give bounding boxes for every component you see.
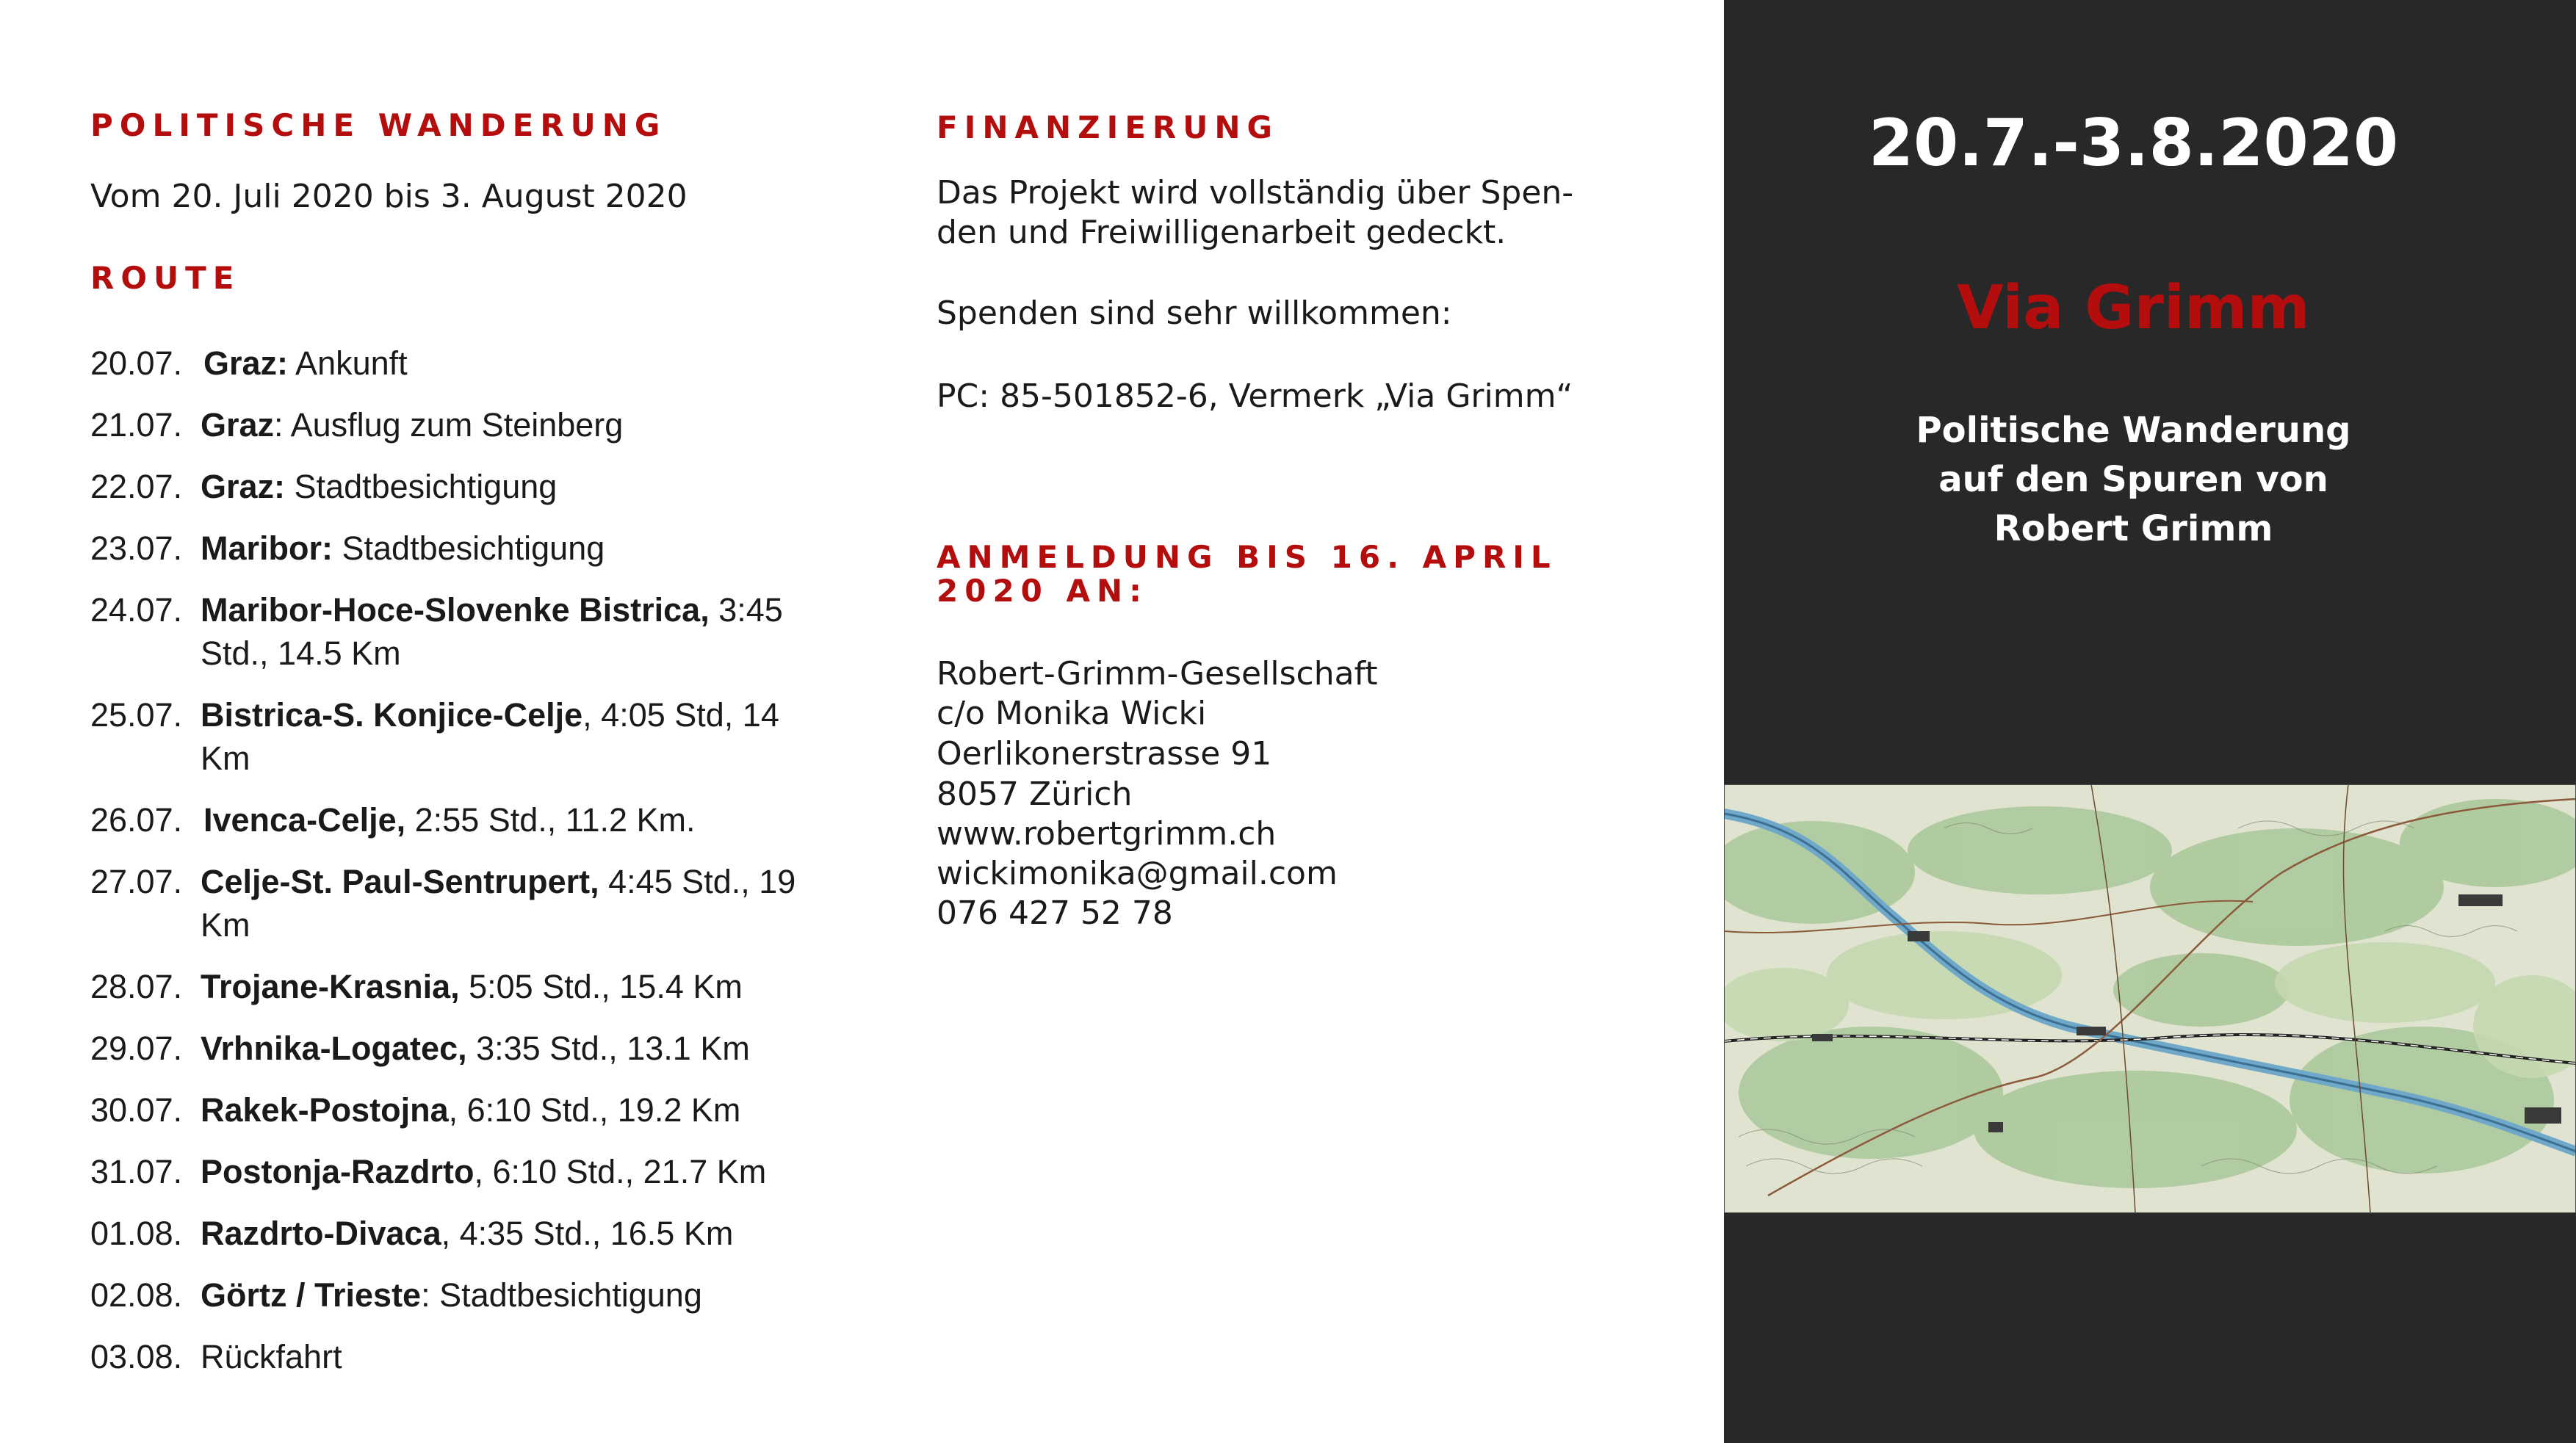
route-date: 01.08.: [90, 1215, 183, 1252]
anmeldung-heading-line-2: 2020 AN:: [937, 573, 1148, 609]
route-item: [90, 403, 825, 446]
route-description: [201, 1088, 803, 1132]
route-place: Görtz / Trieste: [201, 1276, 422, 1314]
route-place: Vrhnika-Logatec,: [201, 1030, 467, 1067]
route-item: [90, 860, 825, 947]
route-date: 27.07.: [90, 863, 183, 900]
route-date: 21.07.: [90, 406, 183, 444]
route-date: 24.07.: [90, 591, 183, 629]
route-date: 25.07.: [90, 696, 183, 734]
route-place: Graz:: [203, 344, 289, 382]
address-line: 8057 Zürich: [937, 775, 1133, 813]
route-place: Graz: [201, 406, 275, 444]
route-description: [201, 527, 803, 570]
route-details: Stadtbesichtigung: [333, 529, 605, 567]
route-item: [90, 798, 825, 842]
route-description: [201, 1212, 803, 1255]
finanzierung-heading: FINANZIERUNG: [937, 109, 1279, 145]
route-details: 5:05 Std., 15.4 Km: [459, 968, 743, 1005]
historic-map-image: [1724, 784, 2576, 1213]
panel-date: 20.7.-3.8.2020: [1868, 105, 2399, 181]
route-description: [201, 1150, 803, 1193]
route-item: [90, 588, 825, 675]
route-place: Bistrica-S. Konjice-Celje: [201, 696, 583, 734]
route-item: [90, 1335, 825, 1378]
route-item: [90, 965, 825, 1008]
route-details: , 4:35 Std., 16.5 Km: [441, 1215, 734, 1252]
address-line: c/o Monika Wicki: [937, 695, 1207, 732]
panel-subtitle-line-3: Robert Grimm: [1994, 508, 2273, 549]
route-date: 20.07.: [90, 344, 183, 382]
route-description: [201, 965, 803, 1008]
address-line: Oerlikonerstrasse 91: [937, 735, 1272, 773]
route-description: [201, 1335, 803, 1378]
finance-line-1: Das Projekt wird vollständig über Spen-: [937, 174, 1574, 211]
route-item: [90, 1150, 825, 1193]
route-details: Rückfahrt: [201, 1338, 342, 1375]
route-date: 22.07.: [90, 468, 183, 505]
route-list: [90, 341, 825, 1397]
route-item: [90, 1273, 825, 1317]
route-details: 2:55 Std., 11.2 Km.: [405, 801, 696, 839]
route-description: [201, 1027, 803, 1070]
route-date: 02.08.: [90, 1276, 183, 1314]
panel-subtitle-line-2: auf den Spuren von: [1938, 459, 2328, 500]
route-item: [90, 1088, 825, 1132]
address-line: Robert-Grimm-Gesellschaft: [937, 655, 1378, 692]
route-details: 4:45 Std., 19 Km: [201, 863, 796, 944]
route-description: [201, 1273, 803, 1317]
route-place: Postonja-Razdrto: [201, 1153, 475, 1190]
anmeldung-heading-line-1: ANMELDUNG BIS 16. APRIL: [937, 539, 1557, 575]
route-details: , 6:10 Std., 19.2 Km: [448, 1091, 741, 1129]
route-description: [201, 693, 803, 780]
route-details: , 4:05 Std, 14 Km: [201, 696, 779, 777]
route-details: : Ausflug zum Steinberg: [274, 406, 624, 444]
route-description: [203, 798, 806, 842]
route-date: 23.07.: [90, 529, 183, 567]
panel-title: Via Grimm: [1957, 273, 2310, 343]
route-place: Maribor:: [201, 529, 333, 567]
route-date: 29.07.: [90, 1030, 183, 1067]
route-date: 26.07.: [90, 801, 183, 839]
route-place: Trojane-Krasnia,: [201, 968, 460, 1005]
account-text: PC: 85-501852-6, Vermerk „Via Grimm“: [937, 377, 1573, 415]
route-place: Razdrto-Divaca: [201, 1215, 441, 1252]
title-panel: [1724, 0, 2576, 1443]
route-date: 28.07.: [90, 968, 183, 1005]
route-details: Stadtbesichtigung: [285, 468, 558, 505]
finance-line-2: den und Freiwilligenarbeit gedeckt.: [937, 214, 1507, 251]
route-heading: ROUTE: [90, 260, 241, 296]
route-details: 3:45 Std., 14.5 Km: [201, 591, 783, 672]
wanderung-heading: POLITISCHE WANDERUNG: [90, 107, 667, 143]
donations-text: Spenden sind sehr willkommen:: [937, 294, 1452, 332]
route-date: 30.07.: [90, 1091, 183, 1129]
route-place: Ivenca-Celje,: [203, 801, 406, 839]
route-place: Graz:: [201, 468, 286, 505]
route-description: [201, 860, 803, 947]
route-item: [90, 465, 825, 508]
route-details: 3:35 Std., 13.1 Km: [466, 1030, 750, 1067]
route-date: 31.07.: [90, 1153, 183, 1190]
route-description: [201, 465, 803, 508]
route-item: [90, 527, 825, 570]
wanderung-dates: Vom 20. Juli 2020 bis 3. August 2020: [90, 178, 688, 215]
route-place: Rakek-Postojna: [201, 1091, 449, 1129]
panel-subtitle-line-1: Politische Wanderung: [1916, 410, 2351, 451]
route-item: [90, 1212, 825, 1255]
website-link[interactable]: www.robertgrimm.ch: [937, 815, 1277, 853]
route-item: [90, 693, 825, 780]
route-place: Celje-St. Paul-Sentrupert,: [201, 863, 599, 900]
email-link[interactable]: wickimonika@gmail.com: [937, 855, 1338, 892]
phone-number: 076 427 52 78: [937, 894, 1173, 932]
route-description: [201, 588, 803, 675]
route-description: [203, 341, 806, 385]
route-details: Ankunft: [288, 344, 408, 382]
route-item: [90, 341, 825, 385]
route-description: [201, 403, 803, 446]
route-item: [90, 1027, 825, 1070]
route-details: , 6:10 Std., 21.7 Km: [474, 1153, 767, 1190]
route-date: 03.08.: [90, 1338, 183, 1375]
route-place: Maribor-Hoce-Slovenke Bistrica,: [201, 591, 710, 629]
route-details: : Stadtbesichtigung: [421, 1276, 702, 1314]
